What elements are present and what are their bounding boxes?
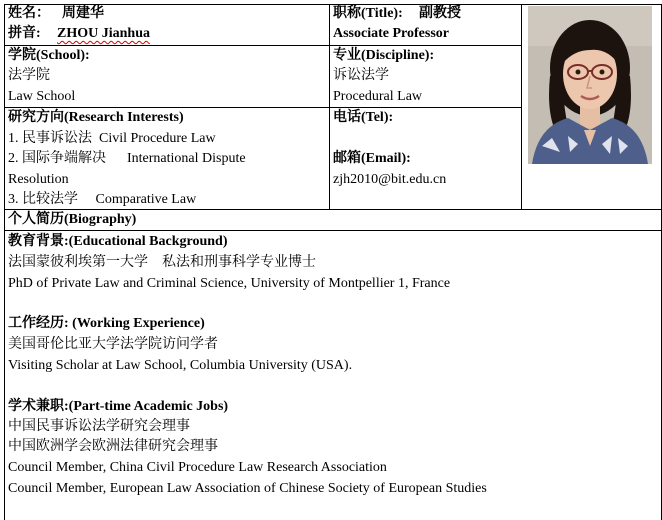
work-cn: 美国哥伦比亚大学法学院访问学者	[8, 337, 218, 352]
name-pinyin: ZHOU Jianhua	[57, 26, 150, 41]
discipline-label: 专业(Discipline):	[333, 48, 435, 63]
biography-heading: 个人简历(Biography)	[8, 212, 137, 227]
jobs-en-1: Council Member, China Civil Procedure Law Research Association	[8, 460, 387, 475]
school-en: Law School	[8, 89, 76, 104]
research-item-1: 1. 民事诉讼法 Civil Procedure Law	[8, 131, 216, 146]
education-heading: 教育背景:(Educational Background)	[8, 234, 228, 249]
email-address[interactable]: zjh2010@bit.edu.cn	[333, 172, 447, 187]
jobs-heading: 学术兼职:(Part-time Academic Jobs)	[8, 399, 229, 414]
research-item-3: 3. 比较法学 Comparative Law	[8, 192, 197, 207]
discipline-en: Procedural Law	[333, 89, 423, 104]
research-label: 研究方向(Research Interests)	[8, 110, 184, 125]
discipline-cn: 诉讼法学	[333, 68, 389, 83]
jobs-cn-1: 中国民事诉讼法学研究会理事	[8, 419, 190, 434]
education-cn: 法国蒙彼利埃第一大学 私法和刑事科学专业博士	[8, 255, 316, 270]
research-item-2: 2. 国际争端解决 International Dispute	[8, 151, 246, 166]
title-cn: 副教授	[419, 6, 461, 21]
table-border-left	[4, 4, 5, 520]
name-label: 姓名：	[8, 6, 50, 21]
title-en: Associate Professor	[333, 26, 449, 41]
work-heading: 工作经历: (Working Experience)	[8, 316, 205, 331]
profile-photo	[528, 6, 652, 164]
work-en: Visiting Scholar at Law School, Columbia University (USA).	[8, 358, 353, 373]
education-en: PhD of Private Law and Criminal Science, University of Montpellier 1, France	[8, 276, 451, 291]
tel-label: 电话(Tel):	[333, 110, 394, 125]
column-divider-2	[521, 4, 522, 209]
email-label: 邮箱(Email):	[333, 151, 411, 166]
school-cn: 法学院	[8, 68, 50, 83]
name-cn: 周建华	[62, 6, 104, 21]
row-divider-4	[4, 230, 662, 231]
jobs-en-2: Council Member, European Law Association of Chinese Society of European Studies	[8, 481, 487, 496]
jobs-cn-2: 中国欧洲学会欧洲法律研究会理事	[8, 439, 218, 454]
title-label: 职称(Title):	[333, 6, 403, 21]
pinyin-label: 拼音:	[8, 26, 41, 41]
research-item-2-continued: Resolution	[8, 172, 69, 187]
school-label: 学院(School):	[8, 48, 90, 63]
column-divider-1	[329, 4, 330, 209]
